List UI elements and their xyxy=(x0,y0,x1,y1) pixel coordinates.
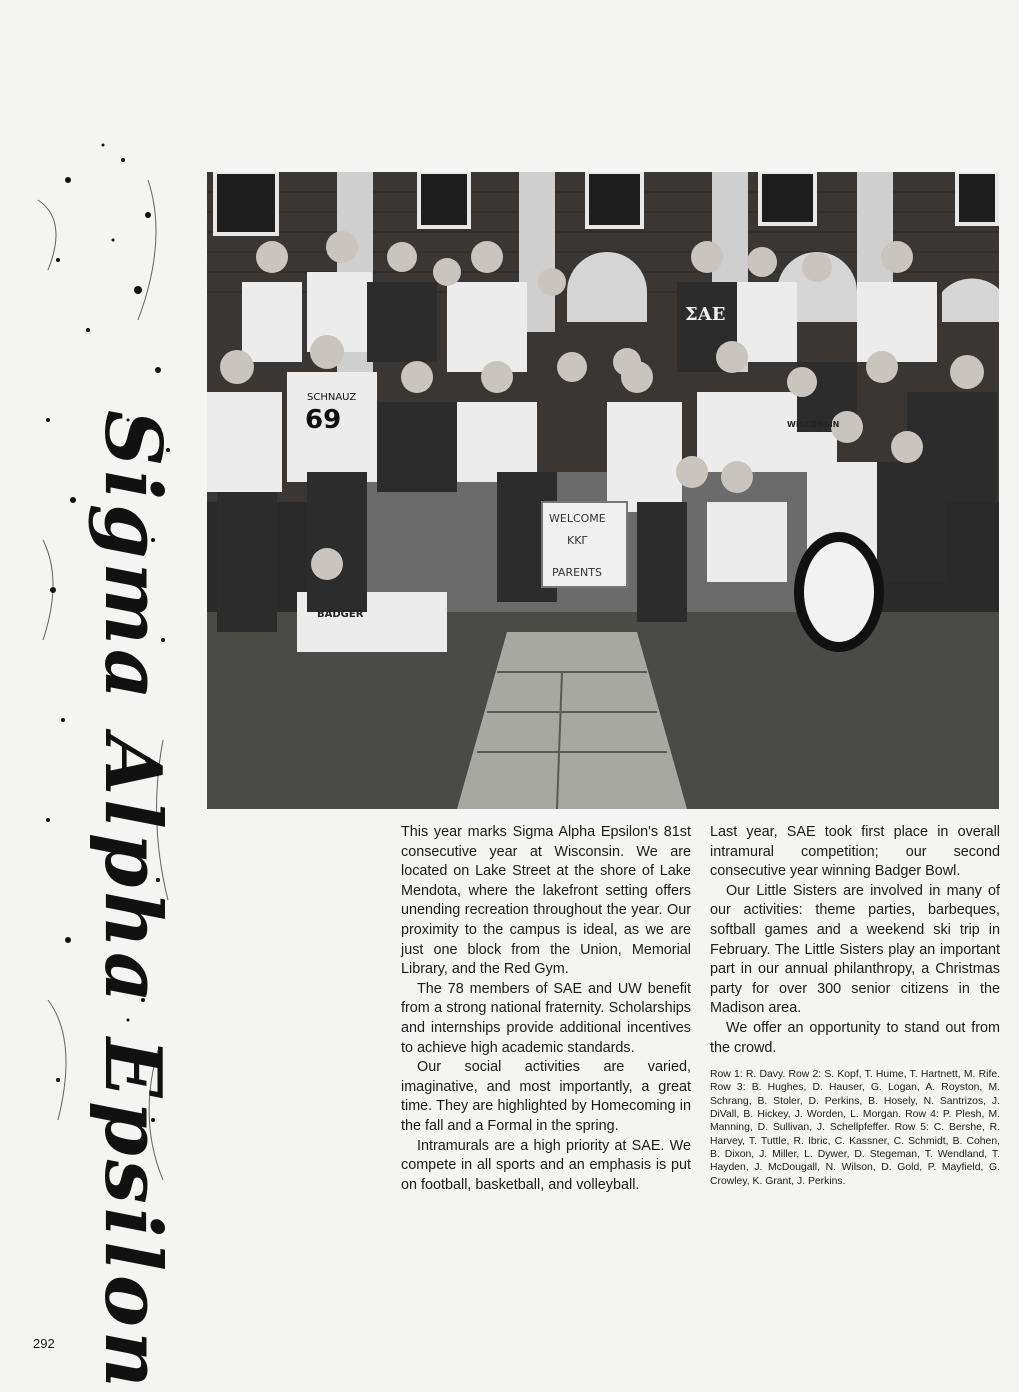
shirt-letters: ΣAE xyxy=(685,304,726,325)
paragraph: Our social activities are varied, imaginative, and most importantly, a great time. They are highlighted by Homecoming in the fall and a Formal in the spring. xyxy=(401,1059,691,1134)
sign-line1: WELCOME xyxy=(549,512,606,525)
tshirt-text: BADGER xyxy=(317,609,364,620)
paragraph: Intramurals are a high priority at SAE. We compete in all sports and an emphasis is put on football, basketball, and volleyball. xyxy=(401,1137,691,1193)
sign-line3: PARENTS xyxy=(552,566,602,579)
page-number: 292 xyxy=(33,1336,55,1351)
group-photo-illustration xyxy=(207,172,999,809)
paragraph: Our Little Sisters are involved in many of our activities: theme parties, barbeques, softball games and a weekend ski trip in February. The Little Sisters play an important part in our annual philanthropy, a Christmas party for over 300 senior citizens in the Madison area. xyxy=(710,882,1000,1017)
paragraph: Last year, SAE took first place in overall intramural competition; our second consecutive year winning Badger Bowl. xyxy=(710,824,1000,880)
paragraph: The 78 members of SAE and UW benefit from a strong national fraternity. Scholarships and internships provide additional incentives to achieve high academic standards. xyxy=(401,980,691,1056)
text-column-right xyxy=(710,823,1000,1188)
paragraph: This year marks Sigma Alpha Epsilon's 81st consecutive year at Wisconsin. We are located on Lake Street at the shore of Lake Mendota, where the lakefront setting offers unending recreation throughout the year. Our proximity to the campus is ideal, as we are just one block from the Union, Memorial Library, and the Red Gym. xyxy=(401,824,691,978)
page-title: Sigma Alpha Epsilon xyxy=(87,410,178,1392)
sweatshirt-name: SCHNAUZ xyxy=(307,392,357,403)
wisconsin-shirt-text: WISCONSIN xyxy=(787,420,840,429)
photo-caption: Row 1: R. Davy. Row 2: S. Kopf, T. Hume, T. Hartnett, M. Rife. Row 3: B. Hughes, D. Hauser, G. Logan, A. Royston, M. Schrang, B. Stoler, D. Perkins, B. Hosely, N. Santrizos, J. DiVall, B. Hickey, J. Worden, L. Morgan. Row 4: P. Plesh, M. Manning, D. Sullivan, J. Schellpfeffer. Row 5: C. Bershe, R. Harvey, T. Tuttle, R. Ibric, C. Kassner, C. Schmidt, B. Cohen, B. Dixon, J. Miller, L. Dywer, D. Stegeman, T. Wendland, T. Hayden, J. McDougall, N. Wilson, D. Gold, P. Mayfield, G. Crowley, K. Grant, J. Perkins. xyxy=(710,1069,1000,1187)
sign-line2: KKΓ xyxy=(567,534,588,547)
text-column-left xyxy=(401,823,691,1195)
group-photo xyxy=(207,172,999,809)
paragraph: We offer an opportunity to stand out from the crowd. xyxy=(710,1019,1000,1056)
sweatshirt-number: 69 xyxy=(305,405,342,435)
